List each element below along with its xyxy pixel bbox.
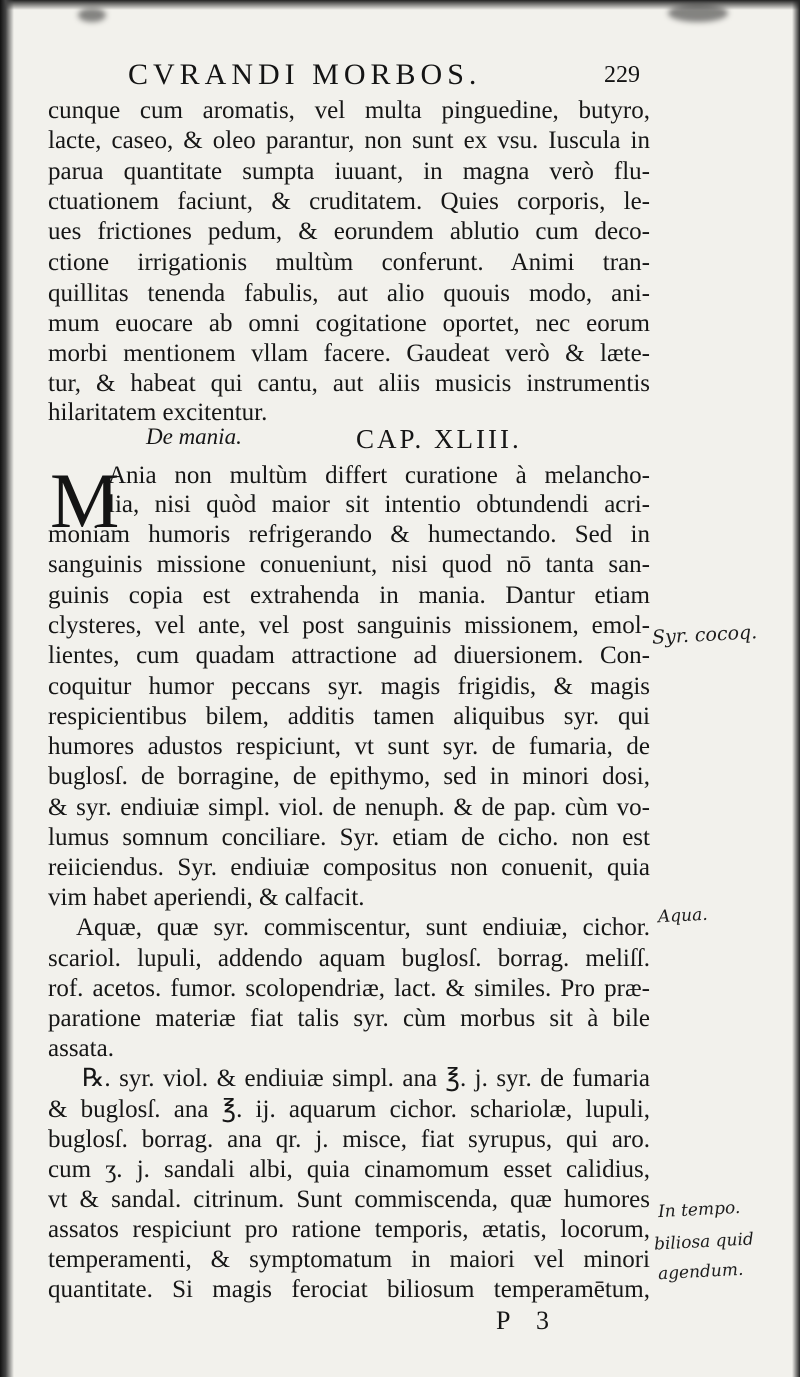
text-line: moniam humoris refrigerando & humectando. Sed in <box>48 521 650 548</box>
text-line: humores adustos respiciunt, vt sunt syr. de fumaria, de <box>48 733 650 760</box>
text-line: Aquæ, quæ syr. commiscentur, sunt endiuiæ, cichor. <box>76 914 650 941</box>
text-line: buglosſ. borrag. ana qr. j. misce, fiat syrupus, qui aro. <box>48 1126 650 1153</box>
text-line: ues frictiones pedum, & eorundem ablutio cum deco- <box>48 218 650 245</box>
text-line: rof. acetos. fumor. scolopendriæ, lact. & similes. Pro præ- <box>48 975 650 1002</box>
text-line: quillitas tenenda fabulis, aut alio quouis modo, ani- <box>48 280 650 307</box>
text-line: tur, & habeat qui cantu, aut aliis musicis instrumentis <box>48 370 650 397</box>
text-line: lia, nisi quòd maior sit intentio obtundendi acri- <box>108 491 650 518</box>
page-number: 229 <box>604 62 640 88</box>
text-line: vt & sandal. citrinum. Sunt commiscenda, quæ humores <box>48 1186 650 1213</box>
text-line: guinis copia est extrahenda in mania. Dantur etiam <box>48 582 650 609</box>
text-line: scariol. lupuli, addendo aquam buglosſ. borrag. meliſſ. <box>48 945 650 972</box>
page-left-edge-shadow <box>0 0 14 1377</box>
text-line: temperamenti, & symptomatum in maiori vel minori <box>48 1246 650 1273</box>
text-line: hilaritatem excitentur. <box>48 399 268 426</box>
ink-stain <box>668 4 728 22</box>
chapter-title: De mania. <box>146 424 242 449</box>
marginal-note-tempo-3: agendum. <box>657 1259 744 1285</box>
text-line: cum ʒ. j. sandali albi, quia cinamomum esset calidius, <box>48 1156 650 1183</box>
text-line: cunque cum aromatis, vel multa pinguedine, butyro, <box>48 97 650 124</box>
marginal-note-tempo-2: biliosa quid <box>653 1229 755 1255</box>
text-line: coquitur humor peccans syr. magis frigidis, & magis <box>48 673 650 700</box>
text-line: lientes, cum quadam attractione ad diuersionem. Con- <box>48 642 650 669</box>
text-line: paratione materiæ fiat talis syr. cùm morbus sit à bile <box>48 1005 650 1032</box>
ink-stain <box>78 8 106 22</box>
text-line: clysteres, vel ante, vel post sanguinis missionem, emol- <box>48 612 650 639</box>
text-line: reiiciendus. Syr. endiuiæ compositus non conuenit, quia <box>48 854 650 881</box>
chapter-number: CAP. XLIII. <box>356 424 522 454</box>
page-right-edge-shadow <box>792 0 800 1377</box>
marginal-note-tempo-1: In tempo. <box>657 1197 741 1223</box>
text-line: ctuationem faciunt, & cruditatem. Quies corporis, le- <box>48 188 650 215</box>
text-line: buglosſ. de borragine, de epithymo, sed in minori dosi, <box>48 763 650 790</box>
text-line: mum euocare ab omni cogitatione oportet, nec eorum <box>48 310 650 337</box>
text-line: ℞. syr. viol. & endiuiæ simpl. ana ℥. j. syr. de fumaria <box>82 1065 650 1092</box>
signature-mark: P 3 <box>496 1306 559 1335</box>
text-line: morbi mentionem vllam facere. Gaudeat verò & læte- <box>48 340 650 367</box>
marginal-note-syr: Syr. cocoq. <box>651 621 758 649</box>
drop-cap: M <box>50 457 120 544</box>
text-line: & buglosſ. ana ℥. ij. aquarum cichor. schariolæ, lupuli, <box>48 1096 650 1123</box>
text-line: assata. <box>48 1035 114 1062</box>
text-line: Ania non multùm differt curatione à melancho- <box>108 462 650 489</box>
text-line: quantitate. Si magis ferociat biliosum temperamētum, <box>48 1276 650 1303</box>
text-line: respicientibus bilem, additis tamen aliquibus syr. qui <box>48 703 650 730</box>
text-line: parua quantitate sumpta iuuant, in magna verò flu- <box>48 158 650 185</box>
text-line: ctione irrigationis multùm conferunt. Animi tran- <box>48 249 650 276</box>
text-line: sanguinis missione conueniunt, nisi quod nō tanta san- <box>48 551 650 578</box>
text-line: assatos respiciunt pro ratione temporis, ætatis, locorum, <box>48 1216 650 1243</box>
text-line: lacte, caseo, & oleo parantur, non sunt ex vsu. Iuscula in <box>48 127 650 154</box>
running-head: CVRANDI MORBOS. <box>128 58 482 91</box>
marginal-note-aqua: Aqua. <box>657 904 709 928</box>
text-line: vim habet aperiendi, & calfacit. <box>48 884 365 911</box>
text-line: & syr. endiuiæ simpl. viol. de nenuph. & de pap. cùm vo- <box>48 794 650 821</box>
text-line: lumus somnum conciliare. Syr. etiam de cicho. non est <box>48 824 650 851</box>
